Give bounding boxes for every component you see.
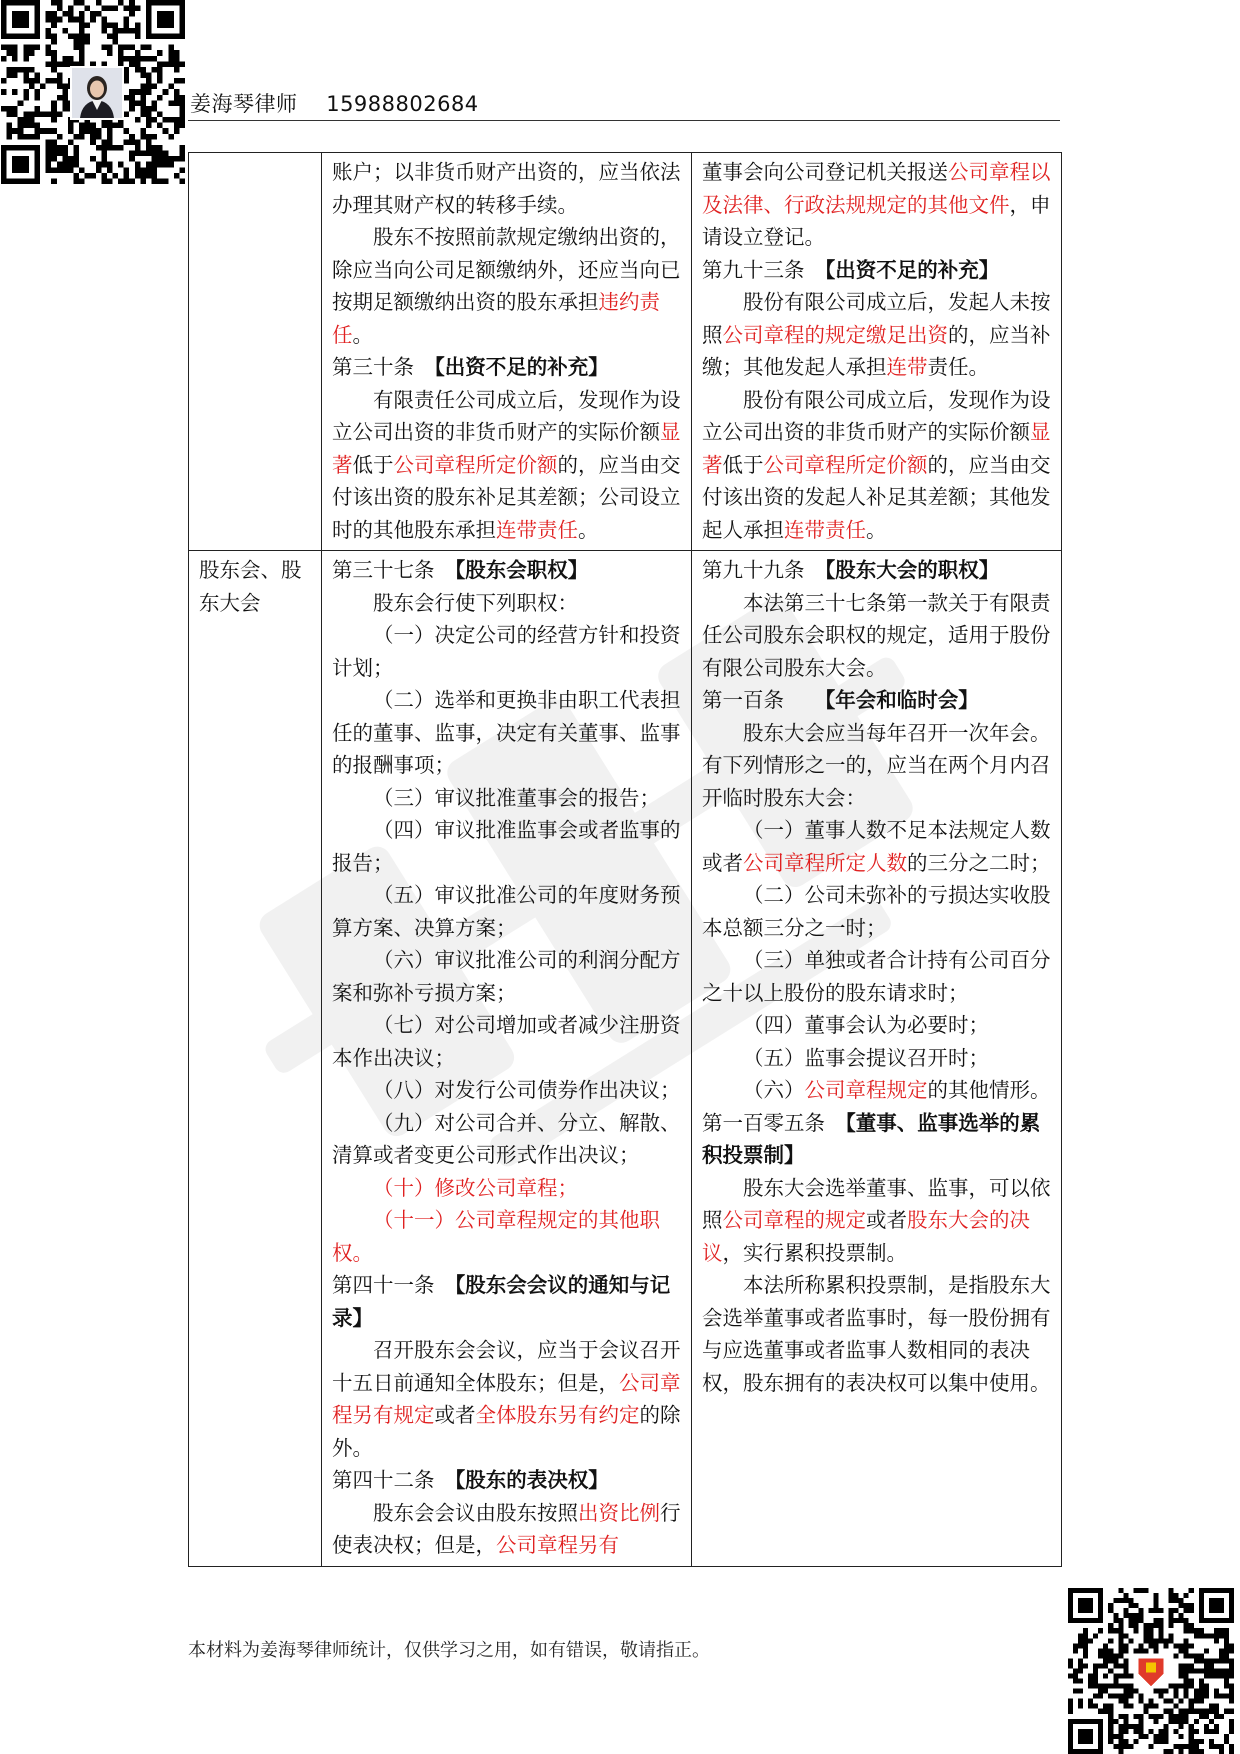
highlighted-text: 显著 bbox=[702, 420, 1051, 477]
clause-text: 或者 bbox=[434, 1403, 476, 1427]
clause-paragraph bbox=[702, 1172, 1051, 1270]
clause-text: （八）对发行公司债券作出决议； bbox=[373, 1078, 681, 1102]
clause-paragraph bbox=[702, 254, 1051, 287]
clause-text: 的，应当由交付该出资的发起人补足其差额；其他发起人承担 bbox=[702, 452, 1051, 542]
clause-paragraph bbox=[332, 351, 681, 384]
clause-paragraph bbox=[332, 554, 681, 587]
footer-note: 本材料为姜海琴律师统计，仅供学习之用，如有错误，敬请指正。 bbox=[188, 1640, 710, 1661]
clause-paragraph bbox=[702, 286, 1051, 384]
clause-paragraph bbox=[702, 879, 1051, 944]
clause-text: （三）审议批准董事会的报告； bbox=[373, 785, 660, 810]
clause-paragraph bbox=[332, 1269, 681, 1334]
clause-paragraph bbox=[332, 587, 681, 620]
clause-text: 责任。 bbox=[927, 355, 989, 379]
clause-text: （二）选举和更换非由职工代表担任的董事、监事，决定有关董事、监事的报酬事项； bbox=[332, 688, 681, 777]
clause-text: 。 bbox=[352, 322, 373, 347]
clause-text: （一）董事人数不足本法规定人数或者 bbox=[702, 818, 1051, 875]
clause-text: （五）监事会提议召开时； bbox=[743, 1045, 989, 1070]
clause-text: 。 bbox=[578, 517, 599, 542]
clause-paragraph bbox=[332, 1204, 681, 1269]
clause-text: （三）单独或者合计持有公司百分之十以上股份的股东请求时； bbox=[702, 948, 1051, 1005]
clause-text: （九）对公司合并、分立、解散、清算或者变更公司形式作出决议； bbox=[332, 1110, 681, 1167]
highlighted-text: 显著 bbox=[332, 420, 681, 477]
highlighted-text: 公司章程所定价额 bbox=[763, 452, 928, 477]
clause-paragraph bbox=[332, 1464, 681, 1497]
header-divider bbox=[188, 120, 1060, 121]
clause-paragraph bbox=[332, 944, 681, 1009]
clause-text: （二）公司未弥补的亏损达实收股本总额三分之一时； bbox=[702, 883, 1051, 940]
clause-text: 第一百条 bbox=[702, 688, 825, 712]
clause-text: 股东会行使下列职权： bbox=[373, 590, 578, 615]
article-heading: 【年会和临时会】 bbox=[825, 688, 979, 712]
clause-text: （六） bbox=[743, 1078, 805, 1102]
article-heading: 【出资不足的补充】 bbox=[825, 257, 1000, 282]
clause-paragraph bbox=[332, 1172, 681, 1205]
clause-text: （四）董事会认为必要时； bbox=[743, 1013, 989, 1037]
clause-text: 的其他情形。 bbox=[927, 1078, 1051, 1102]
clause-paragraph bbox=[332, 619, 681, 684]
clause-text: 第四十一条 bbox=[332, 1273, 455, 1297]
article-heading: 【股东会会议的通知与记录】 bbox=[332, 1273, 671, 1330]
article-heading: 【股东会职权】 bbox=[455, 558, 589, 582]
clause-paragraph bbox=[702, 1107, 1051, 1172]
highlighted-text: 连带责任 bbox=[784, 517, 866, 542]
clause-paragraph bbox=[332, 879, 681, 944]
clause-paragraph bbox=[332, 1009, 681, 1074]
clause-paragraph bbox=[332, 1497, 681, 1562]
clause-text: （六）审议批准公司的利润分配方案和弥补亏损方案； bbox=[332, 948, 681, 1005]
clause-text: 的除外。 bbox=[332, 1403, 681, 1460]
highlighted-text: 公司章程规定 bbox=[804, 1078, 928, 1102]
table-row bbox=[189, 153, 1062, 551]
clause-text: 第四十二条 bbox=[332, 1468, 455, 1492]
clause-text: 第三十七条 bbox=[332, 558, 455, 582]
highlighted-text: 全体股东另有约定 bbox=[475, 1403, 640, 1427]
clause-paragraph bbox=[702, 684, 1051, 717]
clause-paragraph bbox=[332, 1074, 681, 1107]
clause-paragraph bbox=[332, 1334, 681, 1464]
clause-paragraph bbox=[702, 554, 1051, 587]
clause-text: 行使表决权；但是， bbox=[332, 1500, 681, 1557]
clause-text: （四）审议批准监事会或者监事的报告； bbox=[332, 818, 681, 875]
clause-text: 低于 bbox=[352, 452, 394, 477]
clause-paragraph bbox=[332, 1107, 681, 1172]
highlighted-text: 公司章程的规定缴足出资 bbox=[722, 322, 948, 347]
qr-code-icon bbox=[1067, 1588, 1235, 1754]
clause-text: 股东大会应当每年召开一次年会。有下列情形之一的，应当在两个月内召开临时股东大会： bbox=[702, 720, 1051, 810]
clause-text: 低于 bbox=[722, 452, 764, 477]
clause-text: 第九十三条 bbox=[702, 257, 825, 282]
clause-text: 第三十条 bbox=[332, 355, 435, 379]
clause-text: （五）审议批准公司的年度财务预算方案、决算方案； bbox=[332, 883, 681, 940]
lawyer-portrait bbox=[70, 66, 124, 120]
highlighted-text: 公司章程另有规定 bbox=[332, 1370, 681, 1427]
clause-paragraph bbox=[702, 814, 1051, 879]
highlighted-text: 公司章程所定价额 bbox=[393, 452, 558, 477]
clause-text: ，实行累积投票制。 bbox=[722, 1240, 907, 1265]
highlighted-text: 公司章程另有 bbox=[496, 1533, 619, 1557]
clause-text: 的三分之二时； bbox=[907, 850, 1051, 875]
clause-text: （一）决定公司的经营方针和投资计划； bbox=[332, 623, 681, 680]
clause-paragraph bbox=[702, 1074, 1051, 1107]
clause-paragraph bbox=[332, 782, 681, 815]
clause-paragraph bbox=[702, 1009, 1051, 1042]
clause-text: 本法第三十七条第一款关于有限责任公司股东会职权的规定，适用于股份有限公司股东大会。 bbox=[702, 590, 1051, 680]
clause-text: 第一百零五条 bbox=[702, 1110, 846, 1135]
category-cell: 股东会、股东大会 bbox=[189, 551, 322, 1567]
clause-paragraph bbox=[702, 944, 1051, 1009]
company-law-joint-stock-cell bbox=[692, 153, 1062, 551]
clause-text: 股份有限公司成立后，发现作为设立公司出资的非货币财产的实际价额 bbox=[702, 387, 1051, 444]
table-row bbox=[189, 551, 1062, 1567]
clause-paragraph bbox=[702, 384, 1051, 547]
highlighted-text: 公司章程所定人数 bbox=[743, 850, 907, 875]
clause-text: 股东不按照前款规定缴纳出资的，除应当向公司足额缴纳外，还应当向已按期足额缴纳出资的股东承担 bbox=[332, 225, 681, 314]
clause-text: （七）对公司增加或者减少注册资本作出决议； bbox=[332, 1013, 681, 1070]
category-cell bbox=[189, 153, 322, 551]
article-heading: 【股东大会的职权】 bbox=[825, 558, 1000, 582]
clause-paragraph bbox=[332, 221, 681, 351]
clause-paragraph bbox=[332, 684, 681, 782]
article-heading: 【股东的表决权】 bbox=[455, 1468, 609, 1492]
law-comparison-table bbox=[188, 152, 1062, 1567]
highlighted-text: 违约责任 bbox=[332, 290, 660, 347]
clause-paragraph bbox=[332, 384, 681, 547]
lawyer-name: 姜海琴律师 bbox=[190, 92, 298, 116]
company-law-joint-stock-cell bbox=[692, 551, 1062, 1567]
clause-paragraph bbox=[332, 814, 681, 879]
clause-text: 有限责任公司成立后，发现作为设立公司出资的非货币财产的实际价额 bbox=[332, 387, 681, 444]
highlighted-text: 出资比例 bbox=[578, 1500, 660, 1525]
clause-paragraph bbox=[702, 587, 1051, 685]
clause-text: 或者 bbox=[866, 1208, 907, 1232]
clause-text: ，申请设立登记。 bbox=[702, 192, 1051, 249]
highlighted-text: 公司章程以及法律、行政法规规定的其他文件 bbox=[702, 160, 1051, 217]
clause-text: 第九十九条 bbox=[702, 558, 825, 582]
clause-text: 股东会会议由股东按照 bbox=[373, 1500, 578, 1525]
clause-paragraph bbox=[702, 1042, 1051, 1075]
clause-paragraph bbox=[332, 156, 681, 221]
phone-number: 15988802684 bbox=[326, 92, 479, 116]
table-body bbox=[189, 153, 1062, 1567]
clause-text: 本法所称累积投票制，是指股东大会选举董事或者监事时，每一股份拥有与应选董事或者监事人数相同的表决权，股东拥有的表决权可以集中使用。 bbox=[702, 1273, 1051, 1395]
clause-text: 股东大会选举董事、监事，可以依照 bbox=[702, 1175, 1051, 1232]
company-law-llc-cell bbox=[322, 551, 692, 1567]
clause-paragraph bbox=[702, 1269, 1051, 1399]
clause-paragraph bbox=[702, 717, 1051, 815]
clause-text: 的，应当由交付该出资的股东补足其差额；公司设立时的其他股东承担 bbox=[332, 452, 681, 542]
clause-text: 股份有限公司成立后，发起人未按照 bbox=[702, 290, 1051, 347]
clause-text: 。 bbox=[866, 517, 887, 542]
highlighted-text: 连带责任 bbox=[496, 517, 578, 542]
highlighted-text: （十）修改公司章程； bbox=[373, 1175, 578, 1200]
clause-text: 召开股东会会议，应当于会议召开十五日前通知全体股东；但是， bbox=[332, 1338, 681, 1395]
header-contact bbox=[190, 88, 479, 118]
company-law-llc-cell bbox=[322, 153, 692, 551]
highlighted-text: 股东大会的决议 bbox=[702, 1208, 1030, 1265]
highlighted-text: 公司章程的规定 bbox=[722, 1208, 866, 1232]
article-heading: 【董事、监事选举的累积投票制】 bbox=[702, 1110, 1041, 1167]
clause-paragraph bbox=[702, 156, 1051, 254]
highlighted-text: （十一）公司章程规定的其他职权。 bbox=[332, 1208, 660, 1265]
clause-text: 账户；以非货币财产出资的，应当依法办理其财产权的转移手续。 bbox=[332, 160, 681, 217]
article-heading: 【出资不足的补充】 bbox=[434, 355, 609, 379]
clause-text: 董事会向公司登记机关报送 bbox=[702, 160, 948, 184]
clause-text: 的，应当补缴；其他发起人承担 bbox=[702, 322, 1051, 379]
highlighted-text: 连带 bbox=[886, 355, 928, 379]
